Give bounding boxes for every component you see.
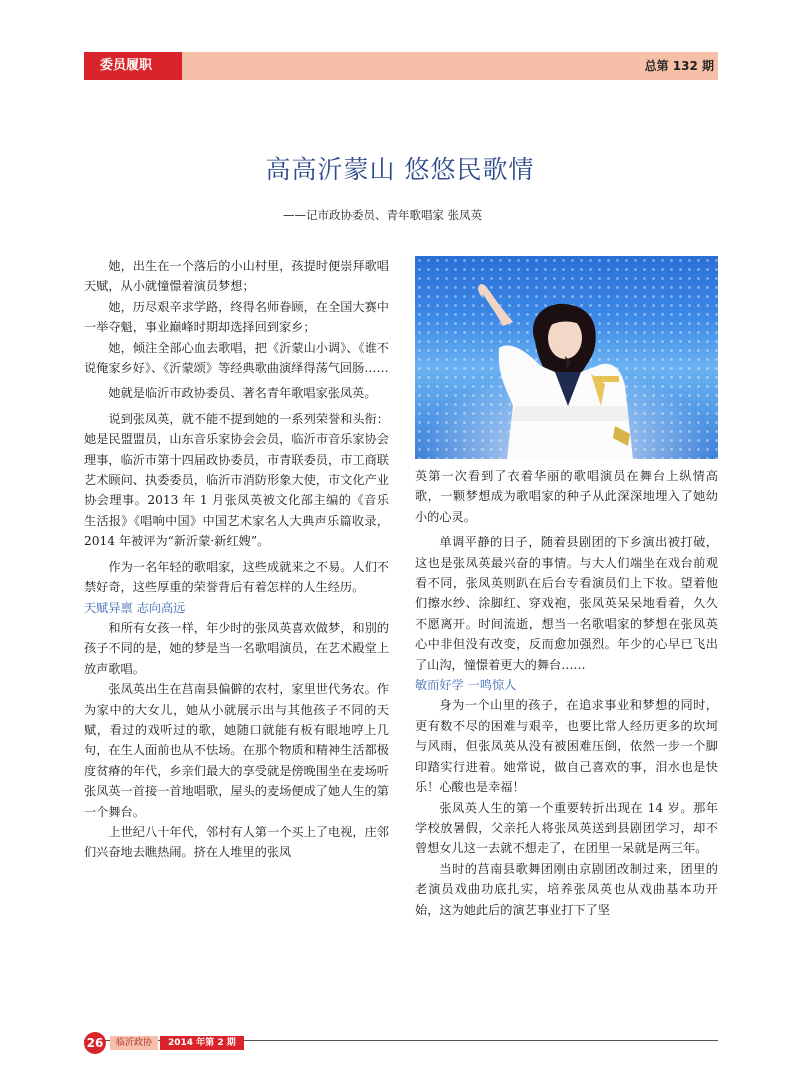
- paragraph: 她，出生在一个落后的小山村里，孩提时便崇拜歌唱天赋，从小就憧憬着演员梦想；: [84, 259, 389, 294]
- paragraph: 说到张凤英，就不能不提到她的一系列荣誉和头衔：她是民盟盟员，山东音乐家协会会员，临沂市音乐家协会理事，临沂市第十四届政协委员，市青联委员，市工商联艺术顾问、执委委员，临沂市消防形象大使，市文化产业协会理事。2013 年 1 月张凤英被文化部主编的《音乐生活报》《唱响中国》中国艺术家名人大典声乐篇收录，2014 年被评为“新沂蒙·新红嫂”。: [84, 411, 389, 549]
- singer-figure: [415, 256, 718, 459]
- singer-photo: [415, 256, 718, 459]
- paragraph: 和所有女孩一样，年少时的张凤英喜欢做梦，和别的孩子不同的是，她的梦是当一名歌唱演员，在艺术殿堂上放声歌唱。: [84, 620, 389, 676]
- issue-number: 总第 132 期: [644, 59, 714, 73]
- right-column: [415, 466, 718, 920]
- paragraph: 单调平静的日子，随着县剧团的下乡演出被打破，这也是张凤英最兴奋的事情。与大人们端坐在戏台前观看不同，张凤英则趴在后台专看演员们上下妆。望着他们擦水纱、涂脚红、穿戏袍，张凤英呆呆地看着，久久不愿离开。时间流逝，想当一名歌唱家的梦想在张凤英心中非但没有改变，反而愈加强烈。年少的心早已飞出了山沟，憧憬着更大的舞台……: [415, 535, 718, 672]
- page-number: 26: [84, 1032, 106, 1054]
- paragraph: 身为一个山里的孩子，在追求事业和梦想的同时，更有数不尽的困难与艰辛，也要比常人经历更多的坎坷与风雨，但张凤英从没有被困难压倒，依然一步一个脚印踏实行进着。她常说，做自己喜欢的事，泪水也是快乐！心酸也是幸福！: [415, 698, 718, 795]
- footer-issue: 2014 年第 2 期: [160, 1036, 244, 1050]
- paragraph: 她就是临沂市政协委员、著名青年歌唱家张凤英。: [108, 386, 377, 401]
- section-subheading: 敏而好学 一鸣惊人: [415, 678, 517, 693]
- paragraph: 张凤英出生在莒南县偏僻的农村，家里世代务农。作为家中的大女儿，她从小就展示出与其他孩子不同的天赋，看过的戏听过的歌，她随口就能有板有眼地哼上几句，在生人面前也从不怯场。在那个物质和精神生活都极度贫瘠的年代，乡亲们最大的享受就是傍晚围坐在麦场听张凤英一首接一首地唱歌，屋头的麦场便成了她人生的第一个舞台。: [84, 682, 389, 819]
- magazine-name: 临沂政协: [110, 1036, 158, 1050]
- paragraph: 作为一名年轻的歌唱家，这些成就来之不易。人们不禁好奇，这些厚重的荣誉背后有着怎样的人生经历。: [84, 559, 389, 595]
- section-subheading: 天赋异禀 志向高远: [84, 600, 186, 615]
- left-column: [84, 256, 389, 863]
- paragraph: 她，倾注全部心血去歌唱，把《沂蒙山小调》、《谁不说俺家乡好》、《沂蒙颂》等经典歌曲演绎得荡气回肠……: [84, 340, 389, 376]
- article-title: 高高沂蒙山 悠悠民歌情: [265, 155, 535, 184]
- paragraph: 上世纪八十年代，邻村有人第一个买上了电视，庄邻们兴奋地去瞧热闹。挤在人堆里的张凤: [84, 824, 389, 860]
- paragraph: 当时的莒南县歌舞团刚由京剧团改制过来，团里的老演员戏曲功底扎实，培养张凤英也从戏曲基本功开始，这为她此后的演艺事业打下了坚: [415, 861, 718, 917]
- article-subtitle: ——记市政协委员、青年歌唱家 张凤英: [283, 208, 483, 222]
- paragraph: 英第一次看到了衣着华丽的歌唱演员在舞台上纵情高歌，一颗梦想成为歌唱家的种子从此深深地埋入了她幼小的心灵。: [415, 469, 718, 524]
- paragraph: 她，历尽艰辛求学路，终得名师眷顾，在全国大赛中一举夺魁，事业巅峰时期却选择回到家乡；: [84, 299, 389, 335]
- section-tag: 委员履职: [84, 52, 182, 80]
- paragraph: 张凤英人生的第一个重要转折出现在 14 岁。那年学校放暑假，父亲托人将张凤英送到县剧团学习，却不曾想女儿这一去就不想走了，在团里一呆就是两三年。: [415, 800, 718, 856]
